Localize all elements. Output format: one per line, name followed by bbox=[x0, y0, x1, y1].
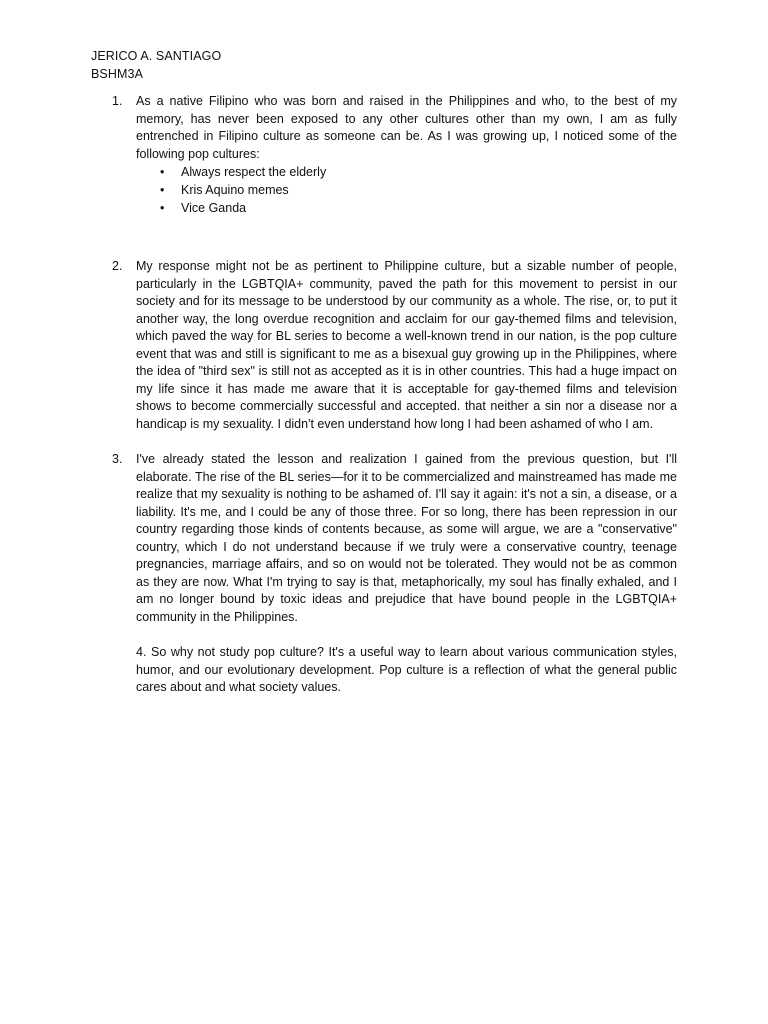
student-name: JERICO A. SANTIAGO bbox=[91, 49, 222, 63]
bullet-item: • Always respect the elderly bbox=[181, 163, 677, 181]
bullet-item: • Vice Ganda bbox=[181, 199, 677, 217]
item-number: 2. bbox=[112, 259, 123, 273]
answer-list bbox=[0, 93, 768, 709]
item-number: 3. bbox=[112, 452, 123, 466]
answer-paragraph-4: 4. So why not study pop culture? It's a useful way to learn about various communication styles, humor, and our evolutionary development. Pop culture is a reflection of what the general public cares about and what society values. bbox=[136, 645, 677, 694]
answer-item-2 bbox=[112, 258, 677, 433]
answer-item-3 bbox=[112, 451, 677, 626]
item-number: 1. bbox=[112, 94, 123, 108]
answer-text: My response might not be as pertinent to Philippine culture, but a sizable number of people, particularly in the LGBTQIA+ community, paved the path for this movement to persist in our society and for its message to be understood by our community as a whole. The rise, or, to put it another way, the long overdue recognition and acclaim for our gay-themed films and television, which paved the way for BL series to become a well-known trend in our nation, is the pop culture event that was and still is significant to me as a bisexual guy growing up in the Philippines, where the idea of "third sex" is still not as accepted as it is in other countries. This had a huge impact on my life since it has made me aware that it is acceptable for gay-themed films and television shows to become commercially successful and accepted. that neither a sin nor a disease nor a handicap is my sexuality. I didn't even understand how long I had been ashamed of who I am. bbox=[136, 259, 677, 431]
bullet-item: • Kris Aquino memes bbox=[181, 181, 677, 199]
student-section: BSHM3A bbox=[91, 67, 144, 81]
bullet-list bbox=[136, 163, 677, 217]
answer-item-1 bbox=[112, 93, 677, 217]
document-header bbox=[91, 47, 221, 83]
answer-text: I've already stated the lesson and realization I gained from the previous question, but I'll elaborate. The rise of the BL series—for it to be commercialized and mainstreamed has made me realize that my sexuality is nothing to be ashamed of. I'll say it again: it's not a sin, a disease, or a liability. It's me, and I could be any of those three. For so long, there has been repression in our country regarding those kinds of contents because, as some will argue, we are a "conservative" country, which I do not understand because if we truly were a conservative country, teenage pregnancies, marriage affairs, and so on would not be tolerated. They would not be as common as they are now. What I'm trying to say is that, metaphorically, my soul has finally exhaled, and I am no longer bound by toxic ideas and prejudice that have bound people in the LGBTQIA+ community in the Philippines. bbox=[136, 452, 677, 624]
answer-text: As a native Filipino who was born and raised in the Philippines and who, to the best of my memory, has never been exposed to any other cultures other than my own, I am as fully entrenched in Filipino culture as someone can be. As I was growing up, I noticed some of the following pop cultures: bbox=[136, 94, 677, 161]
